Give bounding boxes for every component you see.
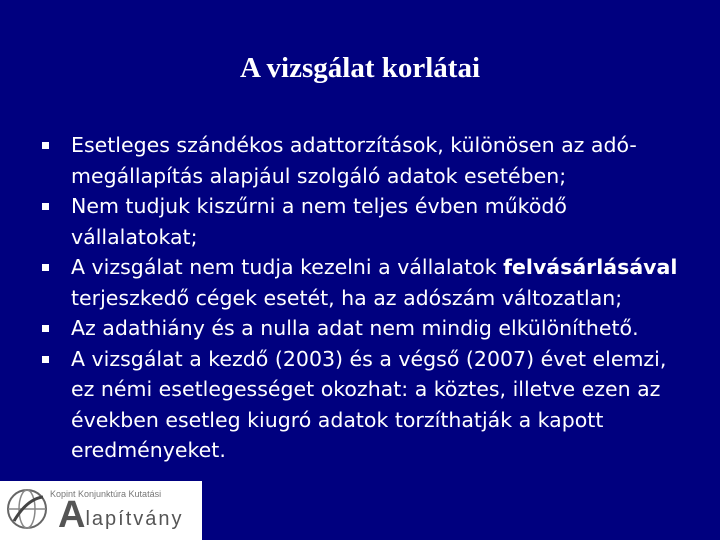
bullet-text: A vizsgálat a kezdő (2003) és a végső (2007) évet elemzi, ez némi esetlegességet okozhat: a köztes, illetve ezen az években esetleg kiugró adatok torzíthatják a kapott eredményeket. [71,346,667,462]
bullet-text-bold: felvásárlásával [503,255,678,279]
bullet-text: Esetleges szándékos adattorzítások, különösen az adó-megállapítás alapjául szolgáló adatok esetében; [71,133,637,188]
bullet-item [40,313,680,344]
bullet-item [40,344,680,466]
bullet-text: Nem tudjuk kiszűrni a nem teljes évben működő vállalatokat; [71,194,567,249]
bullet-list [40,130,680,466]
bullet-text-post: terjeszkedő cégek esetét, ha az adószám változatlan; [71,285,623,310]
logo-caption: Kopint Konjunktúra Kutatási [50,489,162,499]
slide-title: A vizsgálat korlátai [239,52,481,84]
bullet-item [40,191,680,252]
foundation-logo [0,481,202,540]
bullet-item [40,252,680,313]
logo-wordmark [58,495,184,539]
bullet-text: Az adathiány és a nulla adat nem mindig elkülöníthető. [71,316,639,340]
bullet-item [40,130,680,191]
bullet-text-pre: A vizsgálat nem tudja kezelni a vállalatok [71,255,504,279]
logo-initial: A [58,494,86,536]
globe-logo-icon [5,487,49,531]
logo-word: lapítvány [85,508,184,530]
